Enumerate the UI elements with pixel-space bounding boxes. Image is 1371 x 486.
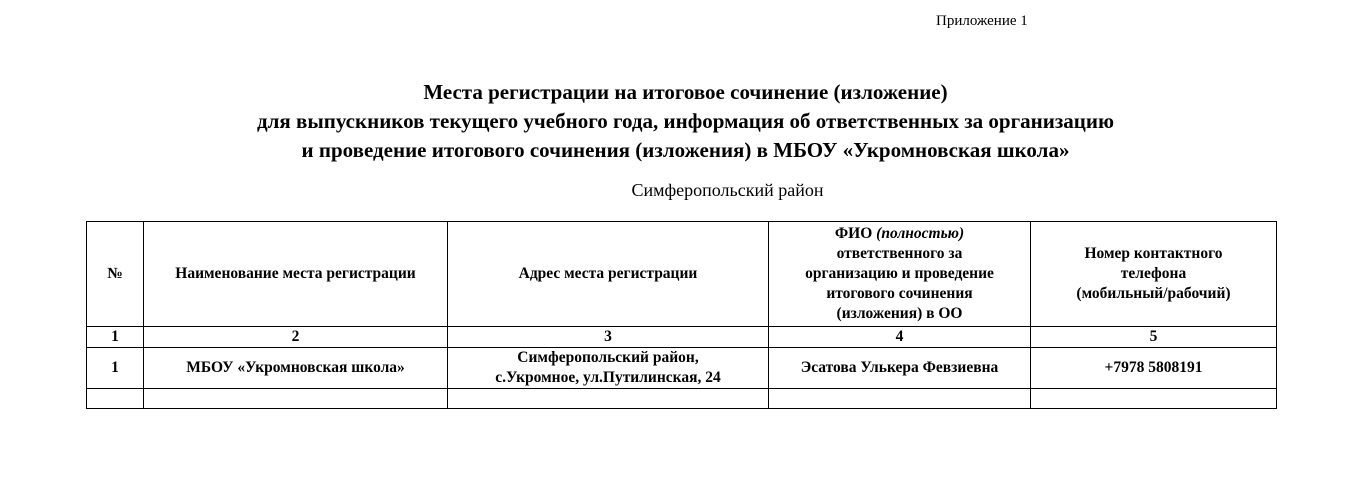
fio-cell: Эсатова Улькера Февзиевна	[769, 348, 1031, 389]
column-number: 3	[448, 327, 769, 348]
title-line-3: и проведение итогового сочинения (изложения) в МБОУ «Укромновская школа»	[301, 138, 1070, 162]
column-number: 5	[1031, 327, 1277, 348]
header-fio-prefix: ФИО	[834, 225, 873, 242]
title-line-1: Места регистрации на итоговое сочинение (изложение)	[423, 80, 948, 104]
title-line-2: для выпускников текущего учебного года, информация об ответственных за организацию	[256, 109, 1115, 133]
address-line-2: с.Укромное, ул.Путилинская, 24	[495, 369, 721, 386]
header-address: Адрес места регистрации	[448, 222, 769, 327]
header-phone-line-1: Номер контактного	[1084, 245, 1223, 262]
header-phone-line-2: телефона	[1120, 265, 1187, 282]
header-fio-italic: (полностью)	[876, 225, 965, 242]
row-num-cell: 1	[87, 348, 144, 389]
header-fio-line-2: ответственного за	[836, 245, 963, 262]
header-place-name: Наименование места регистрации	[144, 222, 448, 327]
table-header-row	[87, 222, 1277, 327]
header-fio-line-3: организацию и проведение	[805, 265, 994, 282]
empty-cell	[144, 389, 448, 409]
column-number: 4	[769, 327, 1031, 348]
appendix-label: Приложение 1	[936, 13, 1028, 29]
document-title	[0, 78, 1371, 165]
district-label: Симферопольский район	[631, 180, 824, 200]
place-name-cell: МБОУ «Укромновская школа»	[144, 348, 448, 389]
empty-cell	[87, 389, 144, 409]
header-fio	[769, 222, 1031, 327]
header-fio-line-4: итогового сочинения	[826, 285, 973, 302]
header-phone	[1031, 222, 1277, 327]
column-number: 2	[144, 327, 448, 348]
registration-table	[86, 221, 1277, 409]
empty-table-row	[87, 389, 1277, 409]
empty-cell	[769, 389, 1031, 409]
header-phone-line-3: (мобильный/рабочий)	[1076, 285, 1231, 302]
empty-cell	[448, 389, 769, 409]
address-cell	[448, 348, 769, 389]
empty-cell	[1031, 389, 1277, 409]
table-row	[87, 348, 1277, 389]
column-number: 1	[87, 327, 144, 348]
address-line-1: Симферопольский район,	[517, 349, 699, 366]
phone-cell: +7978 5808191	[1031, 348, 1277, 389]
header-num: №	[87, 222, 144, 327]
header-fio-line-5: (изложения) в ОО	[836, 305, 963, 322]
column-number-row	[87, 327, 1277, 348]
